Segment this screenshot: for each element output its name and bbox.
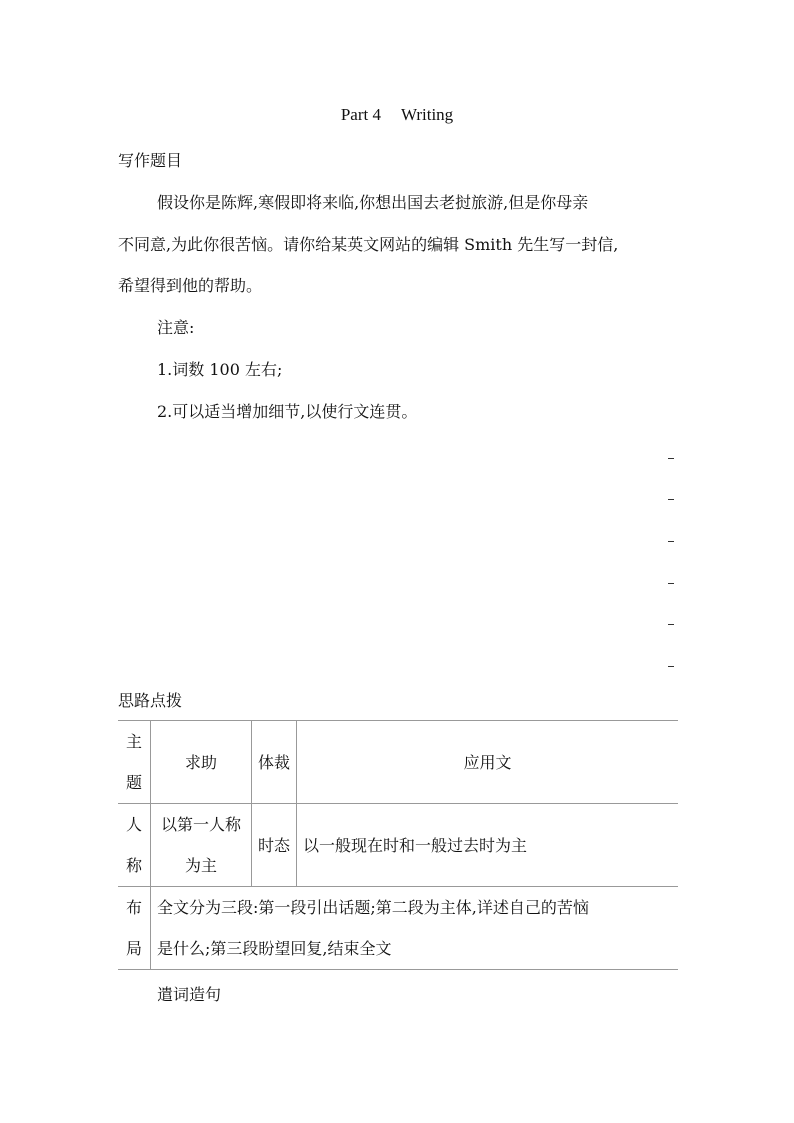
table-header-cell: 布 局 [118, 887, 151, 970]
answer-line-dash [668, 458, 674, 459]
table-cell: 求助 [151, 721, 252, 804]
notes-item-1: 1.词数 100 左右; [157, 360, 283, 379]
answer-line-dash [668, 666, 674, 667]
section-heading-thinking-guide: 思路点拨 [118, 691, 183, 710]
answer-line-dash [668, 624, 674, 625]
title-part: Part 4 [340, 105, 381, 124]
table-cell: 以一般现在时和一般过去时为主 [297, 804, 679, 887]
answer-line-dash [668, 583, 674, 584]
prompt-line-2: 不同意,为此你很苦恼。请你给某英文网站的编辑 Smith 先生写一封信, [118, 235, 619, 254]
table-row [118, 887, 678, 970]
table-header-cell: 人 称 [118, 804, 151, 887]
section-heading-writing-task: 写作题目 [118, 151, 183, 170]
table-cell: 全文分为三段:第一段引出话题;第二段为主体,详述自己的苦恼 是什么;第三段盼望回复,结束全文 [151, 887, 679, 970]
answer-line-dash [668, 499, 674, 500]
section-heading-wording: 遣词造句 [157, 985, 222, 1004]
table-row [118, 804, 678, 887]
table-cell: 应用文 [297, 721, 679, 804]
table-header-cell: 时态 [252, 804, 297, 887]
page-title [0, 105, 794, 125]
table-cell: 以第一人称 为主 [151, 804, 252, 887]
notes-heading: 注意: [157, 318, 195, 337]
outline-table [118, 720, 678, 970]
prompt-line-3: 希望得到他的帮助。 [118, 276, 263, 295]
notes-item-2: 2.可以适当增加细节,以使行文连贯。 [157, 402, 418, 421]
table-header-cell: 体裁 [252, 721, 297, 804]
prompt-line-1: 假设你是陈辉,寒假即将来临,你想出国去老挝旅游,但是你母亲 [157, 193, 589, 212]
table-row [118, 721, 678, 804]
answer-line-dash [668, 541, 674, 542]
title-name: Writing [400, 105, 454, 124]
table-header-cell: 主 题 [118, 721, 151, 804]
